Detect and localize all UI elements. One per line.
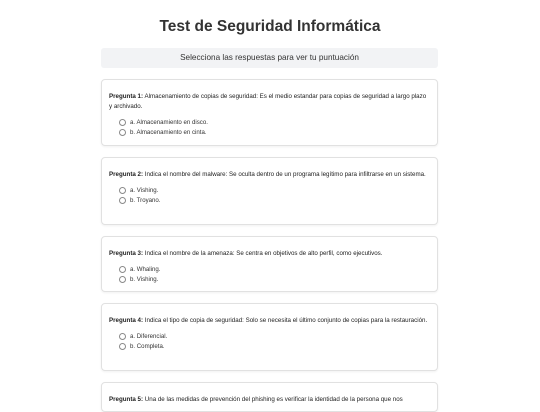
question-text: [109, 170, 430, 180]
question-card-4: [101, 303, 438, 371]
question-card-2: [101, 157, 438, 225]
options-list: [109, 117, 430, 138]
option-2b[interactable]: [109, 196, 430, 207]
question-body: Indica el nombre de la amenaza: Se centra en objetivos de alto perfil, como ejecutivos.: [144, 250, 383, 257]
option-label: a. Whaling.: [130, 265, 161, 273]
option-label: b. Vishing.: [130, 276, 159, 284]
question-label: Pregunta 1:: [109, 93, 144, 100]
radio-button[interactable]: [119, 333, 126, 340]
question-card-3: [101, 236, 438, 292]
radio-button[interactable]: [119, 119, 126, 126]
score-banner: Selecciona las respuestas para ver tu puntuación: [101, 48, 438, 68]
radio-button[interactable]: [119, 197, 126, 204]
question-text: [109, 316, 430, 326]
option-1a[interactable]: [109, 117, 430, 128]
option-label: a. Vishing.: [130, 186, 159, 194]
question-body: Una de las medidas de prevención del phishing es verificar la identidad de la persona que nos: [144, 396, 403, 403]
options-list: [109, 264, 430, 285]
option-3b[interactable]: [109, 275, 430, 286]
question-label: Pregunta 2:: [109, 171, 144, 178]
option-label: a. Diferencial.: [130, 332, 168, 340]
option-4a[interactable]: [109, 331, 430, 342]
question-label: Pregunta 3:: [109, 250, 144, 257]
question-card-1: [101, 79, 438, 146]
option-1b[interactable]: [109, 128, 430, 139]
option-label: a. Almacenamiento en disco.: [130, 118, 208, 126]
option-label: b. Completa.: [130, 343, 165, 351]
question-body: Almacenamiento de copias de seguridad: Es el medio estandar para copias de seguridad a largo plazo y archivado.: [109, 93, 427, 110]
question-text: [109, 249, 430, 259]
option-label: b. Troyano.: [130, 197, 161, 205]
option-4b[interactable]: [109, 342, 430, 353]
radio-button[interactable]: [119, 266, 126, 273]
question-label: Pregunta 4:: [109, 317, 144, 324]
option-2a[interactable]: [109, 185, 430, 196]
radio-button[interactable]: [119, 187, 126, 194]
options-list: [109, 331, 430, 352]
page-title: Test de Seguridad Informática: [159, 18, 381, 35]
question-card-5: [101, 382, 438, 412]
option-label: b. Almacenamiento en cinta.: [130, 129, 207, 137]
question-text: [109, 395, 430, 405]
question-text: [109, 92, 430, 112]
radio-button[interactable]: [119, 276, 126, 283]
option-3a[interactable]: [109, 264, 430, 275]
question-label: Pregunta 5:: [109, 396, 144, 403]
question-body: Indica el nombre del malware: Se oculta dentro de un programa legítimo para infiltrarse en un sistema.: [144, 171, 426, 178]
options-list: [109, 185, 430, 206]
question-body: Indica el tipo de copia de seguridad: Solo se necesita el último conjunto de copias para la restauración.: [144, 317, 428, 324]
radio-button[interactable]: [119, 343, 126, 350]
radio-button[interactable]: [119, 129, 126, 136]
